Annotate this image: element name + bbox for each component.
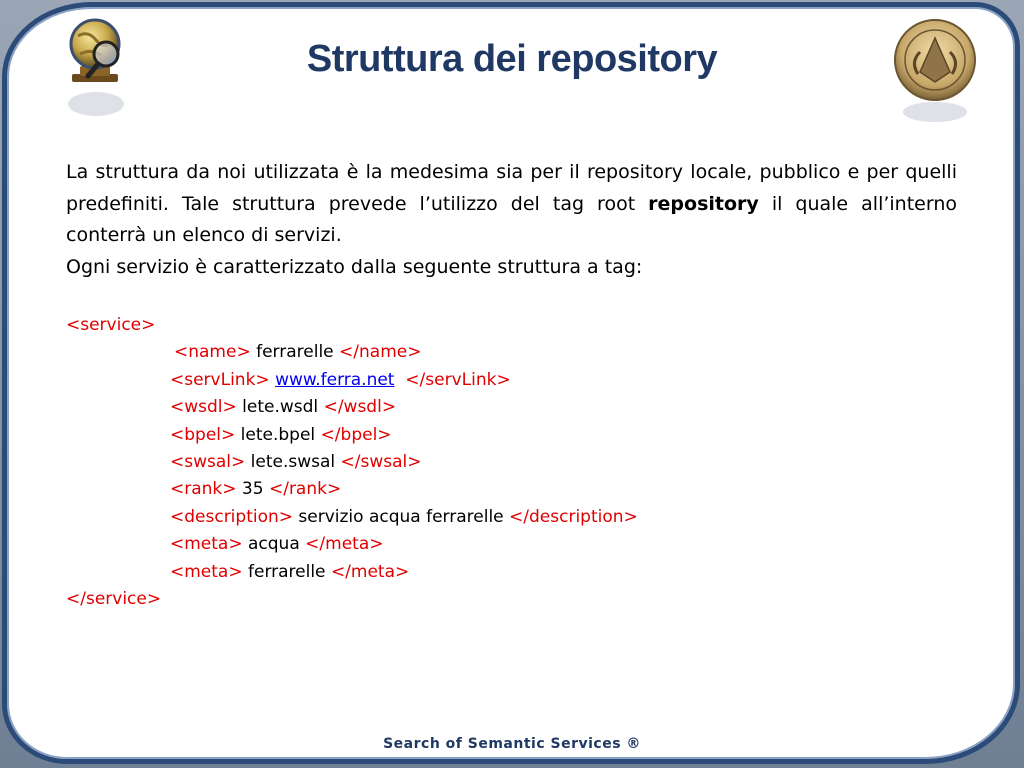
- close-tag: </description>: [509, 506, 638, 527]
- footer-text: Search of Semantic Services ®: [383, 736, 641, 752]
- code-line: [66, 586, 638, 613]
- close-tag: </wsdl>: [323, 397, 397, 418]
- open-tag: <meta>: [170, 561, 243, 582]
- code-line: [66, 339, 638, 366]
- service-open-tag: <service>: [66, 315, 156, 335]
- close-tag: </meta>: [305, 534, 384, 555]
- tag-value: lete.swsal: [250, 451, 336, 472]
- open-tag: <servLink>: [170, 369, 270, 390]
- code-line: [66, 367, 638, 394]
- tag-value: lete.bpel: [240, 424, 316, 445]
- tag-value: lete.wsdl: [242, 397, 319, 418]
- open-tag: <bpel>: [170, 424, 236, 445]
- intro-bold-keyword: repository: [648, 192, 759, 215]
- code-line: [66, 422, 638, 449]
- close-tag: </bpel>: [320, 424, 392, 445]
- code-line: [66, 476, 638, 503]
- tag-value: servizio acqua ferrarelle: [298, 506, 504, 527]
- close-tag: </meta>: [330, 561, 410, 582]
- code-line: [66, 394, 638, 421]
- code-line: [66, 531, 638, 558]
- open-tag: <description>: [170, 506, 294, 527]
- open-tag: <wsdl>: [170, 397, 237, 418]
- service-close-tag: </service>: [66, 588, 162, 609]
- tag-value: ferrarelle: [248, 561, 326, 582]
- intro-second-line: Ogni servizio è caratterizzato dalla seguente struttura a tag:: [66, 256, 643, 278]
- code-line: [66, 449, 638, 476]
- close-tag: </name>: [339, 342, 422, 363]
- code-block: [66, 312, 638, 613]
- code-line: [66, 559, 638, 586]
- close-tag: </swsal>: [340, 451, 422, 472]
- code-line: [66, 504, 638, 531]
- tag-value: ferrarelle: [256, 342, 334, 363]
- intro-text-start: La struttura da noi utilizzata è la medesima sia per il repository locale, pubblico e per quelli predefiniti. Tale struttura prevede l’utilizzo del tag root: [66, 161, 957, 215]
- page-title: Struttura dei repository: [306, 38, 718, 80]
- intro-paragraph: [66, 157, 957, 252]
- open-tag: <rank>: [170, 479, 237, 500]
- close-tag: </servLink>: [405, 369, 511, 390]
- open-tag: <meta>: [170, 534, 243, 555]
- tag-value: acqua: [248, 534, 300, 555]
- tag-value: 35: [241, 479, 264, 500]
- open-tag: <swsal>: [170, 451, 246, 472]
- open-tag: <name>: [174, 342, 251, 363]
- intro-text-end: il quale all’interno conterrà un elenco di servizi.: [66, 192, 957, 246]
- code-line: [66, 312, 638, 339]
- serv-link[interactable]: www.ferra.net: [275, 369, 395, 390]
- close-tag: </rank>: [268, 479, 342, 500]
